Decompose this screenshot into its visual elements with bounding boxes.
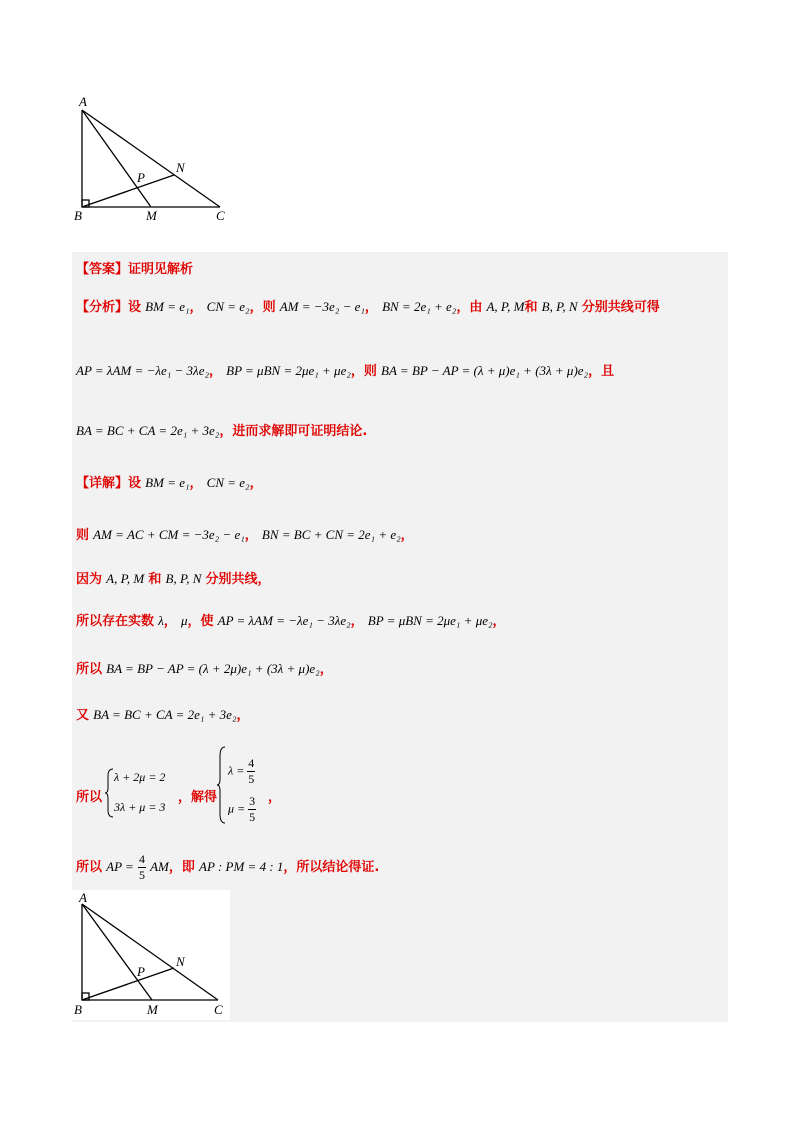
analysis-line-2: AP = λAM = −λe₁ − 3λe₂， BP = μBN = 2μe₁ + μe₂，则 BA = BP − AP = (λ + μ)e₁ + (3λ + μ)e₂，且: [76, 363, 615, 379]
answer-line: [76, 258, 193, 277]
analysis-line-3: BA = BC + CA = 2e₁ + 3e₂，进而求解即可证明结论.: [76, 423, 368, 439]
segment-am: [82, 110, 151, 207]
solve-label-line: ，解得: [178, 790, 218, 805]
detail-line-8: 所以 AP = $\frac{4}{5}$ AM，即 AP : PM = 4 : 1，所以结论得证.: [76, 852, 380, 882]
detail-line-2: 则 AM = AC + CM = −3e₂ − e₁， BN = BC + CN = 2e₁ + e₂，: [76, 527, 414, 543]
comma-after-solution: ，: [268, 790, 282, 805]
label-n: N: [176, 954, 185, 969]
segment-bn: [82, 968, 174, 1000]
label-m: M: [146, 208, 157, 223]
triangle-figure-top: [70, 92, 240, 224]
label-c: C: [214, 1002, 223, 1017]
segment-am: [82, 904, 152, 1000]
label-c: C: [216, 208, 225, 223]
detail-line-5: 所以 BA = BP − AP = (λ + 2μ)e₁ + (3λ + μ)e₂，: [76, 661, 333, 677]
label-b: B: [74, 208, 82, 223]
side-ac: [82, 110, 220, 207]
detail-line-7: 所以: [76, 790, 103, 805]
brace-left: [104, 768, 114, 818]
system-eq-2: 3λ + μ = 3: [114, 800, 166, 814]
detail-line-6: 又 BA = BC + CA = 2e₁ + 3e₂，: [76, 707, 250, 723]
answer-label: 【答案】: [76, 262, 129, 277]
label-n: N: [176, 160, 185, 175]
label-a: A: [79, 890, 87, 905]
detail-line-1: 【详解】设 BM = e₁， CN = e₂，: [76, 475, 263, 491]
detail-line-3: 因为 A, P, M 和 B, P, N 分别共线，: [76, 571, 271, 587]
detail-label: 【详解】: [76, 476, 129, 491]
triangle-figure-bottom: [72, 890, 230, 1020]
detail-line-4: 所以存在实数 λ， μ，使 AP = λAM = −λe₁ − 3λe₂， BP = μBN = 2μe₁ + μe₂，: [76, 613, 506, 629]
brace-right: [216, 746, 226, 824]
label-p: P: [137, 170, 145, 185]
analysis-line-1: 【分析】设 BM = e₁， CN = e₂，则 AM = −3e₂ − e₁， BN = 2e₁ + e₂，由 A, P, M和 B, P, N 分别共线可得: [76, 299, 660, 315]
label-a: A: [79, 94, 87, 109]
lambda-solution: λ = $\frac{4}{5}$: [228, 756, 255, 786]
mu-solution: μ = $\frac{3}{5}$: [228, 794, 256, 824]
answer-text: 证明见解析: [128, 262, 194, 277]
side-ac: [82, 904, 218, 1000]
label-p: P: [137, 964, 145, 979]
label-b: B: [74, 1002, 82, 1017]
analysis-label: 【分析】: [76, 300, 129, 315]
segment-bn: [82, 175, 174, 207]
label-m: M: [147, 1002, 158, 1017]
system-eq-1: λ + 2μ = 2: [114, 770, 166, 784]
